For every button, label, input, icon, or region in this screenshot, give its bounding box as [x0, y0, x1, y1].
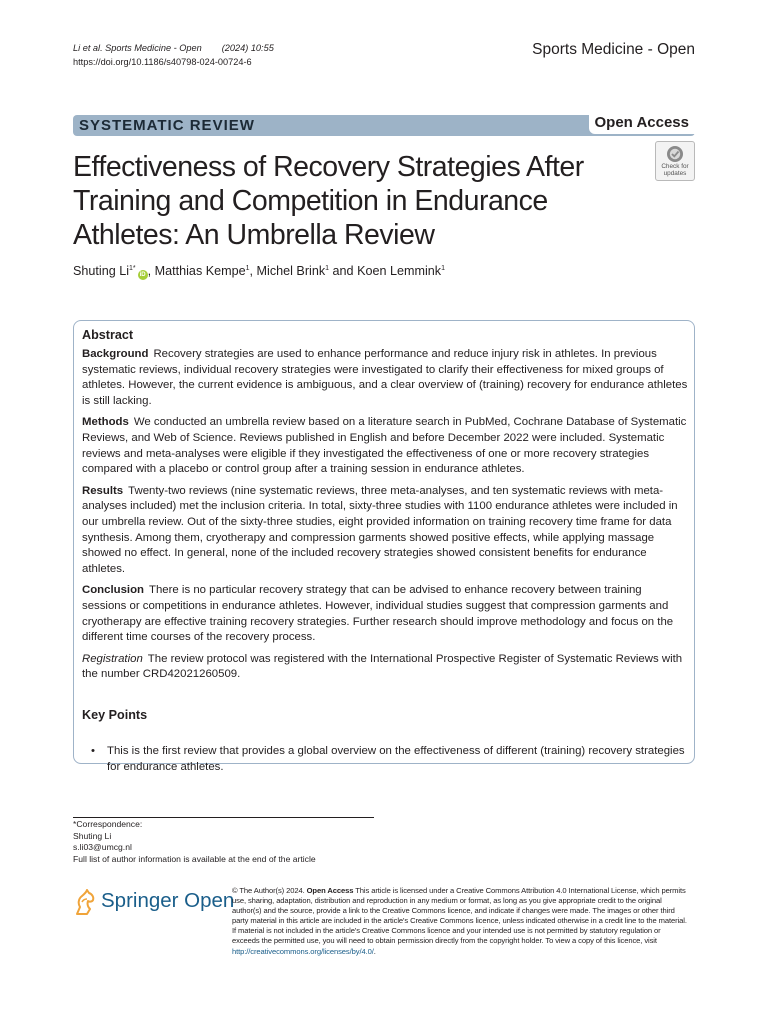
abstract-background: [82, 347, 688, 409]
key-points-heading: Key Points: [82, 707, 148, 722]
author-affiliation: 1: [441, 264, 445, 272]
correspondence-name: Shuting Li: [73, 830, 112, 841]
check-label-line1: Check for: [661, 163, 689, 170]
open-access-label: Open Access: [589, 112, 696, 134]
conclusion-label: Conclusion: [82, 584, 145, 597]
license-suffix: .: [373, 946, 376, 956]
registration-text: The review protocol was registered with the International Prospective Register of Systematic Reviews with the number CRD42021260509.: [82, 652, 683, 681]
author-name: Michel Brink: [256, 264, 326, 278]
publisher-name: Springer Open: [101, 889, 235, 912]
page-header: [73, 41, 695, 71]
footnotes: [73, 819, 393, 865]
springer-open-logo: [73, 886, 235, 920]
article-type-banner: [73, 115, 695, 136]
article-title: Effectiveness of Recovery Strategies After Training and Competition in Endurance Athletes: An Umbrella Review: [73, 151, 584, 251]
springer-horse-icon: [73, 887, 97, 917]
correspondence-email[interactable]: s.li03@umcg.nl: [73, 842, 132, 853]
orcid-icon[interactable]: iD: [139, 272, 146, 278]
key-point-item: [82, 744, 688, 775]
abstract-results: [82, 484, 688, 578]
license-prefix: © The Author(s) 2024.: [232, 886, 305, 895]
methods-label: Methods: [82, 416, 129, 429]
abstract-box: [73, 320, 695, 774]
registration-label: Registration: [82, 652, 143, 665]
author-list: Shuting $Li^{1*}iD$ , Matthias Kempe$^1$, Michel Brink$^1$ and Koen Lemmink$^1$: [73, 264, 445, 278]
results-label: Results: [82, 484, 124, 497]
background-text: Recovery strategies are used to enhance performance and reduce injury risk in athletes. In previous systematic reviews, individual recovery strategies were investigated to clarify their effectiveness for mixed groups of athletes. However, the current evidence is ambiguous, and a clear overview of (training) recovery for endurance athletes is still lacking.: [82, 348, 688, 407]
author-affiliation: 1: [245, 264, 250, 272]
crossmark-icon: [666, 145, 684, 163]
abstract-registration: [82, 652, 688, 683]
author-affiliation: 1: [325, 264, 330, 272]
abstract-heading: Abstract: [82, 328, 134, 342]
key-point-text: This is the first review that provides a global overview on the effectiveness of different (training) recovery strategies for endurance athletes.: [107, 745, 685, 774]
doi-link[interactable]: https://doi.org/10.1186/s40798-024-00724-6: [73, 57, 252, 67]
footnote-divider: [73, 817, 374, 818]
abstract-conclusion: [82, 583, 688, 645]
results-text: Twenty-two reviews (nine systematic reviews, three meta-analyses, and ten systematic reviews with meta-analyses included) met the inclusion criteria. In total, sixty-three studies with 1100 endurance athletes were included in our umbrella review. Out of the sixty-three studies, eight provided information on training recovery time frame for data synthesis. Among them, cryotherapy and compression garments showed positive effects, while applying massage showed no effect. In general, none of the included recovery strategies showed consistent benefits for endurance athletes.: [82, 484, 678, 575]
license-open-access: Open Access: [306, 886, 354, 895]
check-label-line2: updates: [663, 170, 687, 177]
article-type-label: SYSTEMATIC REVIEW: [79, 117, 255, 134]
author-affiliation: 1*: [129, 264, 136, 272]
license-text: [232, 886, 688, 957]
journal-name: Sports Medicine - Open: [532, 41, 695, 58]
license-url-link[interactable]: http://creativecommons.org/licenses/by/4.0/: [232, 946, 374, 956]
check-for-updates-button[interactable]: [655, 141, 695, 181]
year-volume: (2024) 10:55: [221, 43, 274, 53]
conclusion-text: There is no particular recovery strategy that can be advised to enhance recovery between training sessions or competitions in endurance athletes. However, individual studies suggest that compression garments and cryotherapy are effective training recovery strategies. Further research should improve methodology and focus on the different time courses of the recovery process.: [82, 584, 674, 644]
bullet: •: [91, 745, 95, 758]
background-label: Background: [82, 348, 149, 360]
abstract-methods: [82, 415, 688, 477]
author-name: Matthias Kempe: [154, 264, 246, 278]
citation: Li et al. Sports Medicine - Open: [73, 43, 202, 53]
license-body: This article is licensed under a Creative Commons Attribution 4.0 International License, which permits use, sharing, adaptation, distribution and reproduction in any medium or format, as long as you give appropriate credit to the original author(s) and the source, provide a link to the Creative Commons licence, and indicate if changes were made. The images or other third party material in this article are included in the article's Creative Commons licence, unless indicated otherwise in a credit line to the material. If material is not included in the article's Creative Commons licence and your intended use is not permitted by statutory regulation or exceeds the permitted use, you will need to obtain permission directly from the copyright holder. To view a copy of this licence, visit: [232, 886, 687, 946]
author-name: Koen Lemmink: [357, 264, 442, 278]
correspondence-label: *Correspondence:: [73, 819, 143, 829]
author-name: Shuting Li: [73, 264, 130, 278]
methods-text: We conducted an umbrella review based on a literature search in PubMed, Cochrane Database of Systematic Reviews, and Web of Science. Reviews published in English and before December 2022 were included. Systematic reviews and meta-analyses were eligible if they investigated the effectiveness of one or more recovery strategies compared with a placebo or control group after a training session in endurance athletes.: [82, 416, 687, 476]
author-info-note: Full list of author information is available at the end of the article: [73, 853, 316, 864]
